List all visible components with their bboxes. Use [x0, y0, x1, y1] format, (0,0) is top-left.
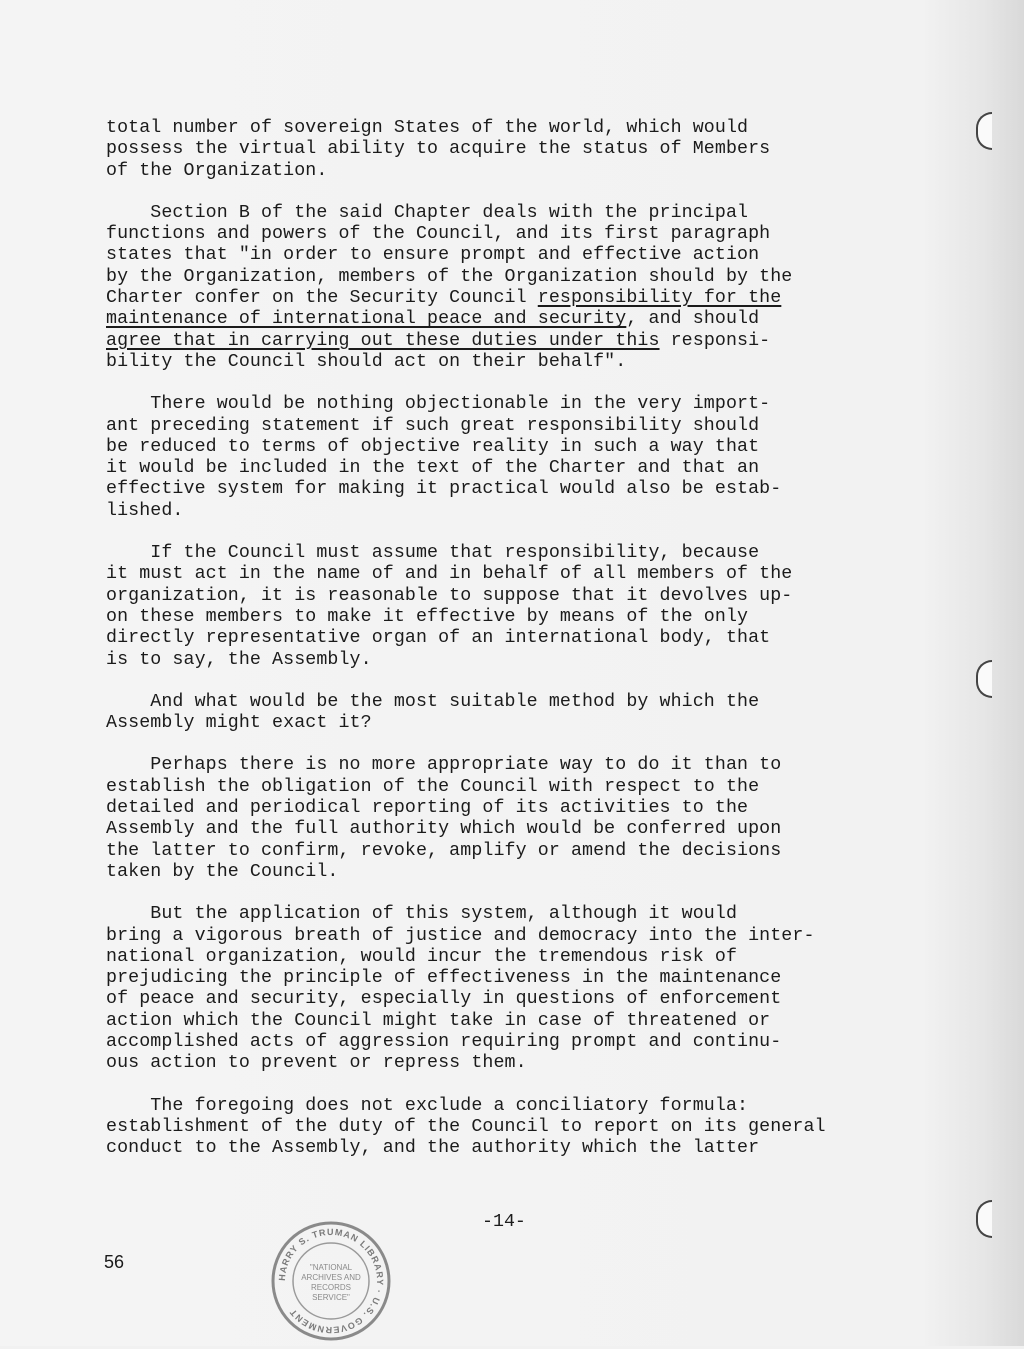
text-line: total number of sovereign States of the world, which would	[106, 118, 749, 138]
svg-text:"NATIONAL: "NATIONAL	[309, 1263, 353, 1272]
text-line: conduct to the Assembly, and the authority which the latter	[106, 1138, 760, 1159]
text-segment: Charter confer on the Security Council	[106, 288, 538, 309]
paragraph-7	[106, 1096, 942, 1160]
paragraph-1	[106, 203, 942, 373]
text-line-underlined	[106, 331, 942, 352]
text-line: Assembly and the full authority which would be conferred upon	[106, 819, 782, 840]
text-line: effective system for making it practical would also be estab-	[106, 479, 782, 500]
text-line: organization, it is reasonable to suppose that it devolves up-	[106, 585, 793, 606]
underlined-segment: responsibility for the	[537, 288, 782, 309]
text-line: on these members to make it effective by means of the only	[106, 606, 749, 627]
text-line: bility the Council should act on their behalf".	[106, 351, 627, 372]
text-line: Assembly might exact it?	[106, 713, 372, 734]
text-segment: , and should	[626, 309, 760, 330]
text-line: lished.	[106, 500, 184, 521]
document-body	[106, 118, 942, 1159]
text-line: Perhaps there is no more appropriate way to do it than to	[106, 755, 782, 776]
text-line: directly representative organ of an international body, that	[106, 628, 771, 649]
page-number: -14-	[482, 1212, 526, 1232]
text-line: of peace and security, especially in questions of enforcement	[106, 989, 782, 1010]
punch-hole-icon	[976, 660, 992, 698]
punch-hole-icon	[976, 1200, 992, 1238]
text-line: ous action to prevent or repress them.	[106, 1053, 527, 1074]
paragraph-4	[106, 692, 942, 735]
text-line: it must act in the name of and in behalf of all members of the	[106, 564, 793, 585]
text-line: establish the obligation of the Council with respect to the	[106, 776, 760, 797]
text-line: is to say, the Assembly.	[106, 649, 372, 670]
paragraph-2	[106, 394, 942, 522]
paragraph-6	[106, 904, 942, 1074]
text-line: functions and powers of the Council, and its first paragraph	[106, 224, 771, 245]
punch-hole-icon	[976, 112, 992, 150]
text-line: bring a vigorous breath of justice and democracy into the inter-	[106, 925, 815, 946]
text-line: states that "in order to ensure prompt and effective action	[106, 245, 760, 266]
svg-text:SERVICE": SERVICE"	[312, 1293, 350, 1302]
text-segment: responsi-	[659, 330, 771, 351]
underlined-segment: maintenance of international peace and security	[106, 309, 627, 330]
svg-text:ARCHIVES AND: ARCHIVES AND	[301, 1273, 361, 1282]
svg-text:HARRY S. TRUMAN LIBRARY · U.S.: HARRY S. TRUMAN LIBRARY · U.S. GOVERNMENT	[276, 1226, 386, 1336]
text-line: detailed and periodical reporting of its activities to the	[106, 798, 749, 819]
paragraph-3	[106, 543, 942, 671]
text-line: action which the Council might take in case of threatened or	[106, 1010, 771, 1031]
text-line: taken by the Council.	[106, 861, 339, 882]
text-line: it would be included in the text of the Charter and that an	[106, 458, 760, 479]
text-line: But the application of this system, although it would	[106, 904, 738, 925]
text-line: If the Council must assume that responsibility, because	[106, 543, 760, 564]
svg-text:RECORDS: RECORDS	[310, 1283, 352, 1292]
text-line: prejudicing the principle of effectiveness in the maintenance	[106, 968, 782, 989]
text-line: The foregoing does not exclude a conciliatory formula:	[106, 1095, 749, 1116]
paragraph-5	[106, 755, 942, 883]
text-line: accomplished acts of aggression requiring prompt and continu-	[106, 1031, 782, 1052]
text-line-underlined	[106, 288, 942, 309]
text-line: ant preceding statement if such great responsibility should	[106, 415, 760, 436]
handwritten-page-number: 56	[104, 1252, 125, 1272]
text-line: of the Organization.	[106, 160, 328, 181]
paragraph-0	[106, 118, 942, 182]
text-line: national organization, would incur the tremendous risk of	[106, 946, 738, 967]
text-line: establishment of the duty of the Council to report on its general	[106, 1116, 826, 1137]
text-line: by the Organization, members of the Organization should by the	[106, 266, 793, 287]
text-line: the latter to confirm, revoke, amplify or amend the decisions	[106, 840, 782, 861]
text-line: be reduced to terms of objective reality in such a way that	[106, 436, 760, 457]
text-line: possess the virtual ability to acquire the status of Members	[106, 139, 771, 160]
text-line: And what would be the most suitable method by which the	[106, 691, 760, 712]
text-line-underlined	[106, 309, 942, 330]
text-line: There would be nothing objectionable in the very import-	[106, 394, 771, 415]
archive-stamp-icon	[268, 1218, 394, 1344]
text-line: Section B of the said Chapter deals with the principal	[106, 202, 749, 223]
underlined-segment: agree that in carrying out these duties under this	[106, 330, 660, 351]
